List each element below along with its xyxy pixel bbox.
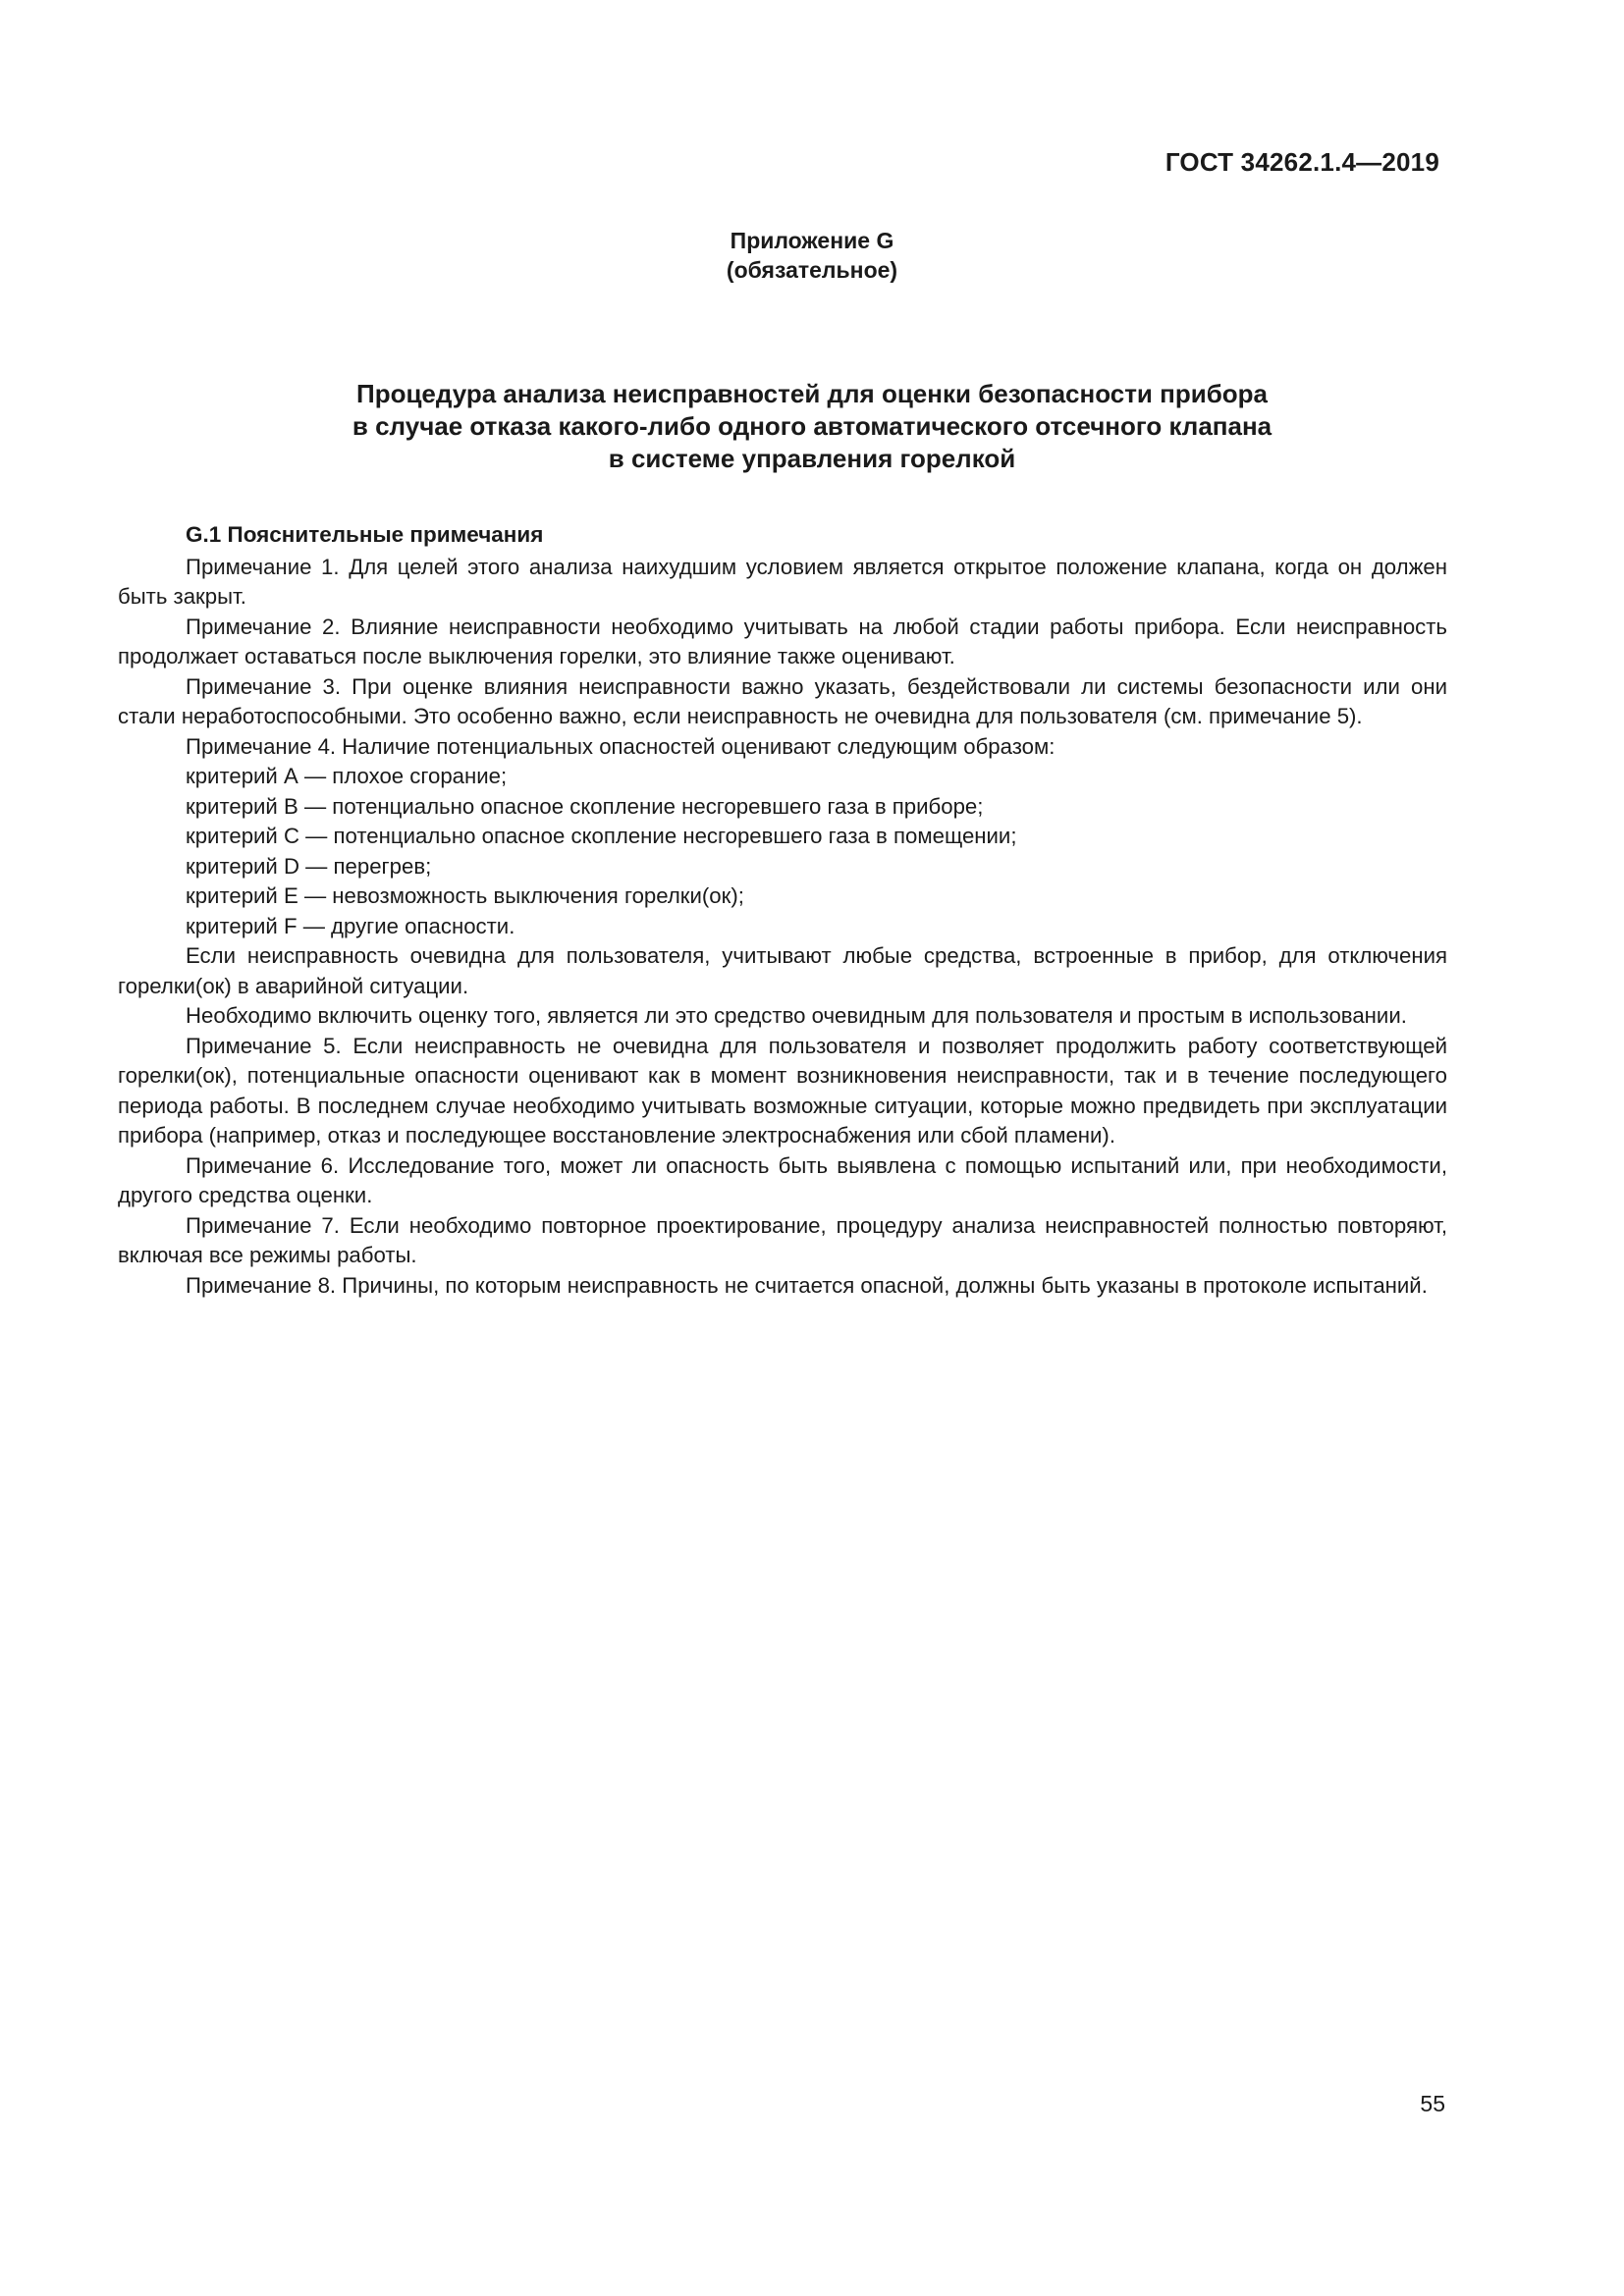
- criterion-f: критерий F — другие опасности.: [186, 913, 515, 938]
- criterion-d: критерий D — перегрев;: [186, 853, 432, 879]
- title-line-3: в системе управления горелкой: [608, 444, 1016, 473]
- appendix-title: [0, 378, 1624, 475]
- appendix-status: (обязательное): [726, 257, 898, 283]
- paragraph-include-assessment: Необходимо включить оценку того, является ли это средство очевидным для пользователя и простым в использовании.: [186, 1003, 1407, 1028]
- criterion-b: критерий В — потенциально опасное скопление несгоревшего газа в приборе;: [186, 793, 984, 819]
- section-body: [118, 520, 1447, 1301]
- note-5: Примечание 5. Если неисправность не очевидна для пользователя и позволяет продолжить работу соответствующей горелки(ок), потенциальные опасности оценивают как в момент возникновения неисправности, так и в течение последующего периода работы. В последнем случае необходимо учитывать возможные ситуации, которые можно предвидеть при эксплуатации прибора (например, отказ и последующее восстановление электроснабжения или сбой пламени).: [118, 1033, 1447, 1148]
- note-3: Примечание 3. При оценке влияния неисправности важно указать, бездействовали ли системы безопасности или они стали неработоспособными. Это особенно важно, если неисправность не очевидна для пользователя (см. примечание 5).: [118, 673, 1447, 728]
- note-7: Примечание 7. Если необходимо повторное проектирование, процедуру анализа неисправностей полностью повторяют, включая все режимы работы.: [118, 1212, 1447, 1267]
- criterion-e: критерий Е — невозможность выключения горелки(ок);: [186, 883, 744, 908]
- criteria-list: [118, 762, 1447, 941]
- paragraph-obvious-fault: Если неисправность очевидна для пользователя, учитывают любые средства, встроенные в прибор, для отключения горелки(ок) в аварийной ситуации.: [118, 943, 1447, 998]
- note-4: Примечание 4. Наличие потенциальных опасностей оценивают следующим образом:: [186, 733, 1056, 759]
- title-line-1: Процедура анализа неисправностей для оценки безопасности прибора: [356, 379, 1268, 408]
- criterion-a: критерий А — плохое сгорание;: [186, 764, 508, 788]
- note-6: Примечание 6. Исследование того, может ли опасность быть выявлена с помощью испытаний или, при необходимости, другого средства оценки.: [118, 1152, 1447, 1207]
- document-code: ГОСТ 34262.1.4—2019: [1164, 147, 1439, 177]
- section-heading: G.1 Пояснительные примечания: [186, 522, 544, 547]
- appendix-header: [0, 226, 1624, 285]
- title-line-2: в случае отказа какого-либо одного автоматического отсечного клапана: [352, 411, 1272, 441]
- page-number: 55: [1420, 2091, 1445, 2116]
- note-1: Примечание 1. Для целей этого анализа наихудшим условием является открытое положение клапана, когда он должен быть закрыт.: [118, 554, 1447, 609]
- appendix-label: Приложение G: [730, 228, 894, 253]
- criterion-c: критерий С — потенциально опасное скопление несгоревшего газа в помещении;: [186, 824, 1017, 848]
- note-2: Примечание 2. Влияние неисправности необходимо учитывать на любой стадии работы прибора. Если неисправность продолжает оставаться после выключения горелки, это влияние также оценивают.: [118, 614, 1447, 668]
- note-8: Примечание 8. Причины, по которым неисправность не считается опасной, должны быть указаны в протоколе испытаний.: [186, 1272, 1428, 1298]
